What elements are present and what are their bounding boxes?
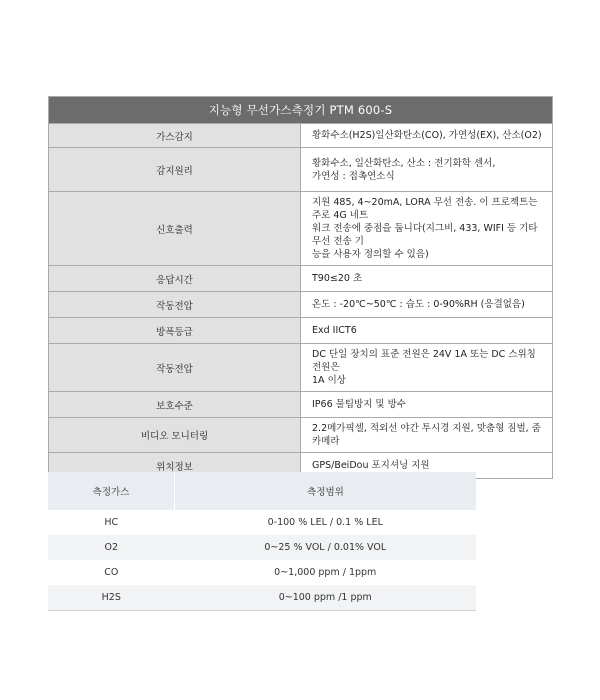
spec-row-gas-detection bbox=[49, 124, 553, 148]
gas-name: O2 bbox=[48, 535, 175, 560]
spec-label: 위치정보 bbox=[49, 453, 301, 479]
spec-label: 비디오 모니터링 bbox=[49, 418, 301, 453]
spec-label: 신호출력 bbox=[49, 192, 301, 266]
spec-row-video-monitoring bbox=[49, 418, 553, 453]
gas-range: 0~1,000 ppm / 1ppm bbox=[274, 567, 377, 578]
range-row bbox=[48, 535, 476, 560]
gas-name: CO bbox=[104, 567, 119, 578]
spec-label: 감지원리 bbox=[49, 148, 301, 192]
spec-label: 보호수준 bbox=[49, 392, 301, 418]
spec-value: 온도 : -20℃~50℃ : 습도 : 0-90%RH (응결없음) bbox=[301, 292, 553, 318]
spec-label: 작동전압 bbox=[49, 344, 301, 392]
spec-value: GPS/BeiDou 포지셔닝 지원 bbox=[301, 453, 553, 479]
spec-value: 황화수소(H2S)일산화탄소(CO), 가연성(EX), 산소(O2) bbox=[301, 124, 553, 148]
gas-range: 0~100 ppm /1 ppm bbox=[175, 585, 477, 611]
column-header-gas: 측정가스 bbox=[48, 472, 175, 510]
gas-range: 0-100 % LEL / 0.1 % LEL bbox=[267, 517, 383, 528]
spec-row-operating-environment bbox=[49, 292, 553, 318]
spec-value: T90≤20 초 bbox=[301, 266, 553, 292]
spec-row-detection-principle bbox=[49, 148, 553, 192]
spec-value: 지원 485, 4~20mA, LORA 무선 전송. 이 프로젝트는 주로 4G 네트 워크 전송에 중점을 둡니다(지그비, 433, WIFI 등 기타 무선 전송 기 능을 사용자 정의할 수 있음) bbox=[301, 192, 553, 266]
spec-value: 황화수소, 일산화탄소, 산소 : 전기화학 센서, 가연성 : 접촉연소식 bbox=[301, 148, 553, 192]
spec-value: IP66 물팀방지 및 방수 bbox=[301, 392, 553, 418]
range-row bbox=[48, 510, 476, 535]
spec-row-signal-output bbox=[49, 192, 553, 266]
gas-range: 0~25 % VOL / 0.01% VOL bbox=[175, 535, 477, 560]
spec-table-title: 지능형 무선가스측정기 PTM 600-S bbox=[49, 97, 553, 124]
range-row bbox=[48, 560, 476, 585]
spec-row-protection-level bbox=[49, 392, 553, 418]
range-row bbox=[48, 585, 476, 611]
spec-value: 2.2메가픽셀, 적외선 야간 투시경 지원, 맞춤형 짐벌, 줌 카메라 bbox=[301, 418, 553, 453]
spec-label: 방폭등급 bbox=[49, 318, 301, 344]
spec-row-operating-voltage bbox=[49, 344, 553, 392]
spec-row-response-time bbox=[49, 266, 553, 292]
gas-name: HC bbox=[104, 517, 119, 528]
gas-name: H2S bbox=[48, 585, 175, 611]
range-header-row bbox=[48, 472, 476, 510]
spec-label: 가스감지 bbox=[49, 124, 301, 148]
spec-label: 작동전압 bbox=[49, 292, 301, 318]
spec-value: Exd IICT6 bbox=[301, 318, 553, 344]
spec-row-explosion-rating bbox=[49, 318, 553, 344]
column-header-range: 측정범위 bbox=[175, 472, 477, 510]
spec-value: DC 단일 장치의 표준 전원은 24V 1A 또는 DC 스위칭 전원은 1A 이상 bbox=[301, 344, 553, 392]
spec-label: 응답시간 bbox=[49, 266, 301, 292]
spec-table bbox=[48, 96, 553, 479]
spec-title-row bbox=[49, 97, 553, 124]
measurement-range-table bbox=[48, 472, 476, 611]
